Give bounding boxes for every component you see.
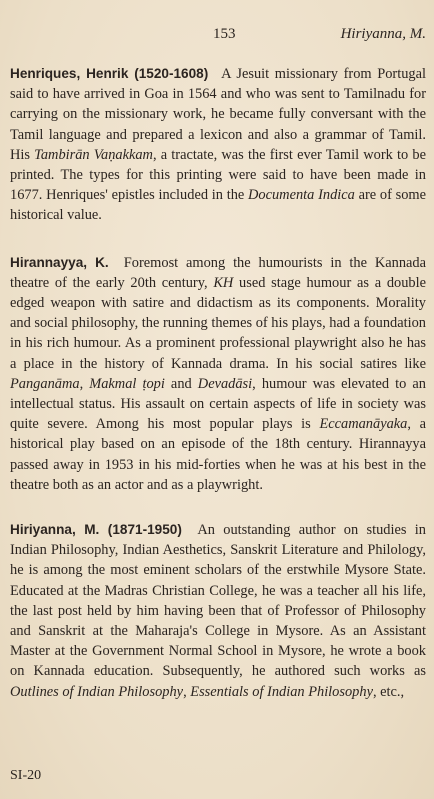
entry-text	[10, 522, 426, 700]
running-head: Hiriyanna, M.	[340, 26, 426, 42]
entry-hirannayya	[10, 253, 426, 495]
italic-title: Devadāsi	[197, 375, 253, 392]
italic-title: Eccamanāyaka	[319, 416, 408, 433]
entry-title: Hiriyanna, M. (1871-1950)	[10, 522, 182, 538]
italic-title: Outlines of Indian Philosophy	[10, 683, 184, 700]
italic-title: Documenta Indica	[248, 187, 355, 204]
italic-title: Tambirān Vaṇakkam	[34, 146, 153, 163]
text-run: , a historical play based on an episode of the 18th century. Hirannayya passed away in 1953 in his mid-forties when he was at his best in the theatre both as an actor and as a playwright.	[10, 416, 426, 493]
entry-text	[10, 255, 426, 493]
encyclopedia-entries	[10, 64, 426, 729]
italic-title: Makmal ṭopi	[89, 375, 165, 392]
text-run: , humour was elevated to an intellectual status. His assault on certain aspects of life in society was quite severe. Among his most popular plays is	[10, 375, 426, 433]
text-run: are of some historical value.	[10, 187, 426, 224]
entry-title: Henriques, Henrik (1520-1608)	[10, 66, 209, 81]
page-number: 153	[213, 26, 236, 42]
text-run: ,	[79, 375, 90, 392]
text-run: , etc.,	[372, 683, 405, 700]
entry-hiriyanna	[10, 520, 426, 702]
text-run: and	[164, 375, 198, 392]
italic-title: Essentials of Indian Philosophy	[190, 683, 373, 700]
italic-title: Panganāma	[10, 375, 80, 392]
text-run: Foremost among the humourists in the Kannada theatre of the early 20th century,	[10, 254, 426, 291]
entry-title: Hirannayya, K.	[10, 254, 109, 270]
entry-text	[10, 66, 426, 223]
text-run: used stage humour as a double edged weapon with satire and didactism as its components. Morality and social philosophy, the running themes of his plays, had a foundation in his rich humour. As a prominent professional playwright also he has a place in the history of Kannada drama. In his social satires like	[10, 274, 426, 372]
italic-title: KH	[213, 274, 234, 291]
text-run: , a tractate, was the first ever Tamil work to be printed. The types for this printing were said to have been made in 1677. Henriques' epistles included in the	[10, 146, 426, 204]
signature-mark: SI-20	[10, 768, 42, 783]
text-run: ,	[183, 683, 191, 700]
text-run: A Jesuit missionary from Portugal said to have arrived in Goa in 1564 and who was sent to Tamilnadu for carrying on the missionary work, he became fully conversant with the Tamil language and prepared a lexicon and also a grammar of Tamil. His	[10, 66, 426, 163]
page-header	[0, 26, 434, 46]
text-run: An outstanding author on studies in Indian Philosophy, Indian Aesthetics, Sanskrit Literature and Philology, he is among the most eminent scholars of the erstwhile Mysore State. Educated at the Madras Christian College, he was a teacher all his life, the last post held by him having been that of Professor of Philosophy and Sanskrit at the Maharaja's College in Mysore. As an Assistant Master at the Government Normal School in Mysore, he wrote a book on Kannada education. Subsequently, he authored such works as	[10, 522, 426, 680]
entry-henriques	[10, 64, 426, 226]
